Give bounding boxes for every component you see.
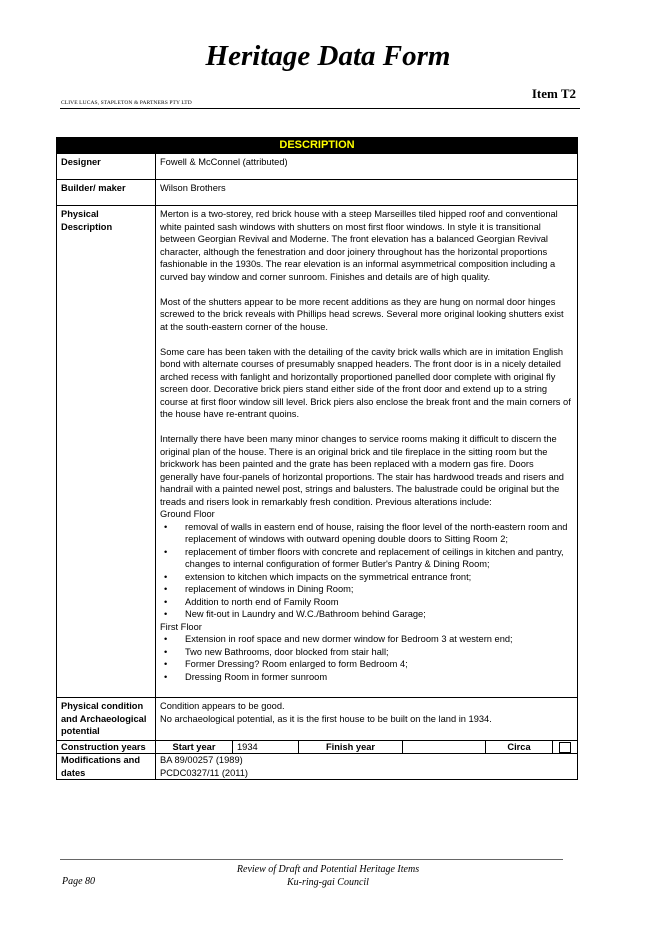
start-year-label: Start year	[172, 741, 216, 752]
page-number: Page 80	[62, 876, 96, 887]
circa-checkbox[interactable]	[559, 742, 571, 753]
builder-label: Builder/ maker	[57, 180, 156, 206]
description-table	[56, 137, 578, 780]
designer-label: Designer	[57, 154, 156, 180]
description-paragraph: Merton is a two-storey, red brick house with a steep Marseilles tiled hipped roof and conventional white painted sash windows with shutters on most first floor windows. In style it is transitional between Georgian Revival and Moderne. The front elevation has a balanced Georgian Revival character, although the fenestration and door joinery throughout has the horizontal proportions fashionable in the 1930s. The rear elevation is an informal asymmetrical composition including a curved bay window and corner sunroom. Finishes and details are of high quality.	[160, 209, 558, 282]
construction-years-cell	[156, 740, 578, 754]
header-divider	[60, 108, 580, 109]
document-title: Heritage Data Form	[205, 40, 451, 72]
condition-line: Condition appears to be good.	[160, 701, 285, 711]
list-item: • Extension in roof space and new dormer window for Bedroom 3 at western end;	[160, 633, 573, 646]
condition-value	[156, 698, 578, 741]
archaeology-line: No archaeological potential, as it is the first house to be built on the land in 1934.	[160, 713, 492, 724]
builder-row	[57, 180, 578, 206]
ground-floor-list	[160, 521, 573, 621]
finish-year-label: Finish year	[299, 741, 403, 753]
circa-label: Circa	[486, 741, 553, 753]
start-year-value: 1934	[233, 741, 299, 753]
physical-description-label: Physical Description	[57, 206, 156, 698]
item-number: Item T2	[531, 86, 576, 101]
designer-row	[57, 154, 578, 180]
condition-row	[57, 698, 578, 741]
finish-year-value	[403, 741, 486, 753]
footer-text	[0, 863, 656, 889]
designer-value: Fowell & McConnel (attributed)	[156, 154, 578, 180]
modifications-row	[57, 754, 578, 780]
modifications-label: Modifications and dates	[57, 754, 156, 780]
list-item: • Addition to north end of Family Room	[160, 596, 573, 609]
circa-cell	[553, 741, 578, 753]
first-floor-list	[160, 633, 573, 683]
list-item: • Dressing Room in former sunroom	[160, 671, 573, 684]
modifications-value	[156, 754, 578, 780]
list-item: • extension to kitchen which impacts on the symmetrical entrance front;	[160, 571, 573, 584]
description-paragraph: Some care has been taken with the detailing of the cavity brick walls which are in imitation English bond with alternate courses of presumably snapped headers. The front door is in a nicely detailed arched recess with fanlight and horizontally proportioned panelled door complete with original fly screen door. Decorative brick piers stand either side of the front door and extend up to a string course at first floor window sill level. Brick piers also enclose the break front and the main corners of the house have re-entrant quoins.	[160, 346, 571, 419]
physical-description-value	[156, 206, 578, 698]
first-floor-heading: First Floor	[160, 621, 202, 632]
builder-value: Wilson Brothers	[156, 180, 578, 206]
modification-line: BA 89/00257 (1989)	[160, 755, 243, 765]
construction-years-label: Construction years	[57, 740, 156, 754]
construction-years-row	[57, 740, 578, 754]
description-paragraph: Internally there have been many minor changes to service rooms making it difficult to discern the original plan of the house. There is an original brick and tile fireplace in the sitting room but the brickwork has been painted and the grate has been replaced with a modern gas fire. Doors generally have four-panels of horizontal proportions. The stair has hardwood treads and risers and handrail with a painted newel post, strings and balusters. The balustrade could be original but the treads and risers look in remarkably fresh condition. Previous alterations include:	[160, 434, 564, 507]
footer-divider	[60, 859, 563, 860]
modification-line: PCDC0327/11 (2011)	[160, 767, 249, 778]
physical-description-row	[57, 206, 578, 698]
list-item: • New fit-out in Laundry and W.C./Bathroom behind Garage;	[160, 608, 573, 621]
construction-years-grid	[156, 741, 577, 753]
company-name: CLIVE LUCAS, STAPLETON & PARTNERS PTY LTD	[61, 100, 192, 106]
footer-council: Ku-ring-gai Council	[287, 877, 369, 888]
section-header-description: DESCRIPTION	[57, 138, 578, 154]
list-item: • replacement of timber floors with concrete and replacement of ceilings in kitchen and pantry, changes to internal configuration of former Butler's Pantry & Dining Room;	[160, 546, 573, 571]
list-item: • Former Dressing? Room enlarged to form Bedroom 4;	[160, 658, 573, 671]
condition-label: Physical condition and Archaeological potential	[57, 698, 156, 741]
list-item: • replacement of windows in Dining Room;	[160, 583, 573, 596]
ground-floor-heading: Ground Floor	[160, 509, 215, 519]
footer-report-title: Review of Draft and Potential Heritage Items	[236, 864, 420, 875]
list-item: • Two new Bathrooms, door blocked from stair hall;	[160, 646, 573, 659]
list-item: • removal of walls in eastern end of house, raising the floor level of the north-eastern room and replacement of windows with outward opening double doors to Sitting Room 2;	[160, 521, 573, 546]
description-paragraph: Most of the shutters appear to be more recent additions as they are hung on normal door hinges screwed to the brick reveals with Phillips head screws. Several more original looking shutters exist at the south-eastern corner of the house.	[160, 296, 564, 332]
